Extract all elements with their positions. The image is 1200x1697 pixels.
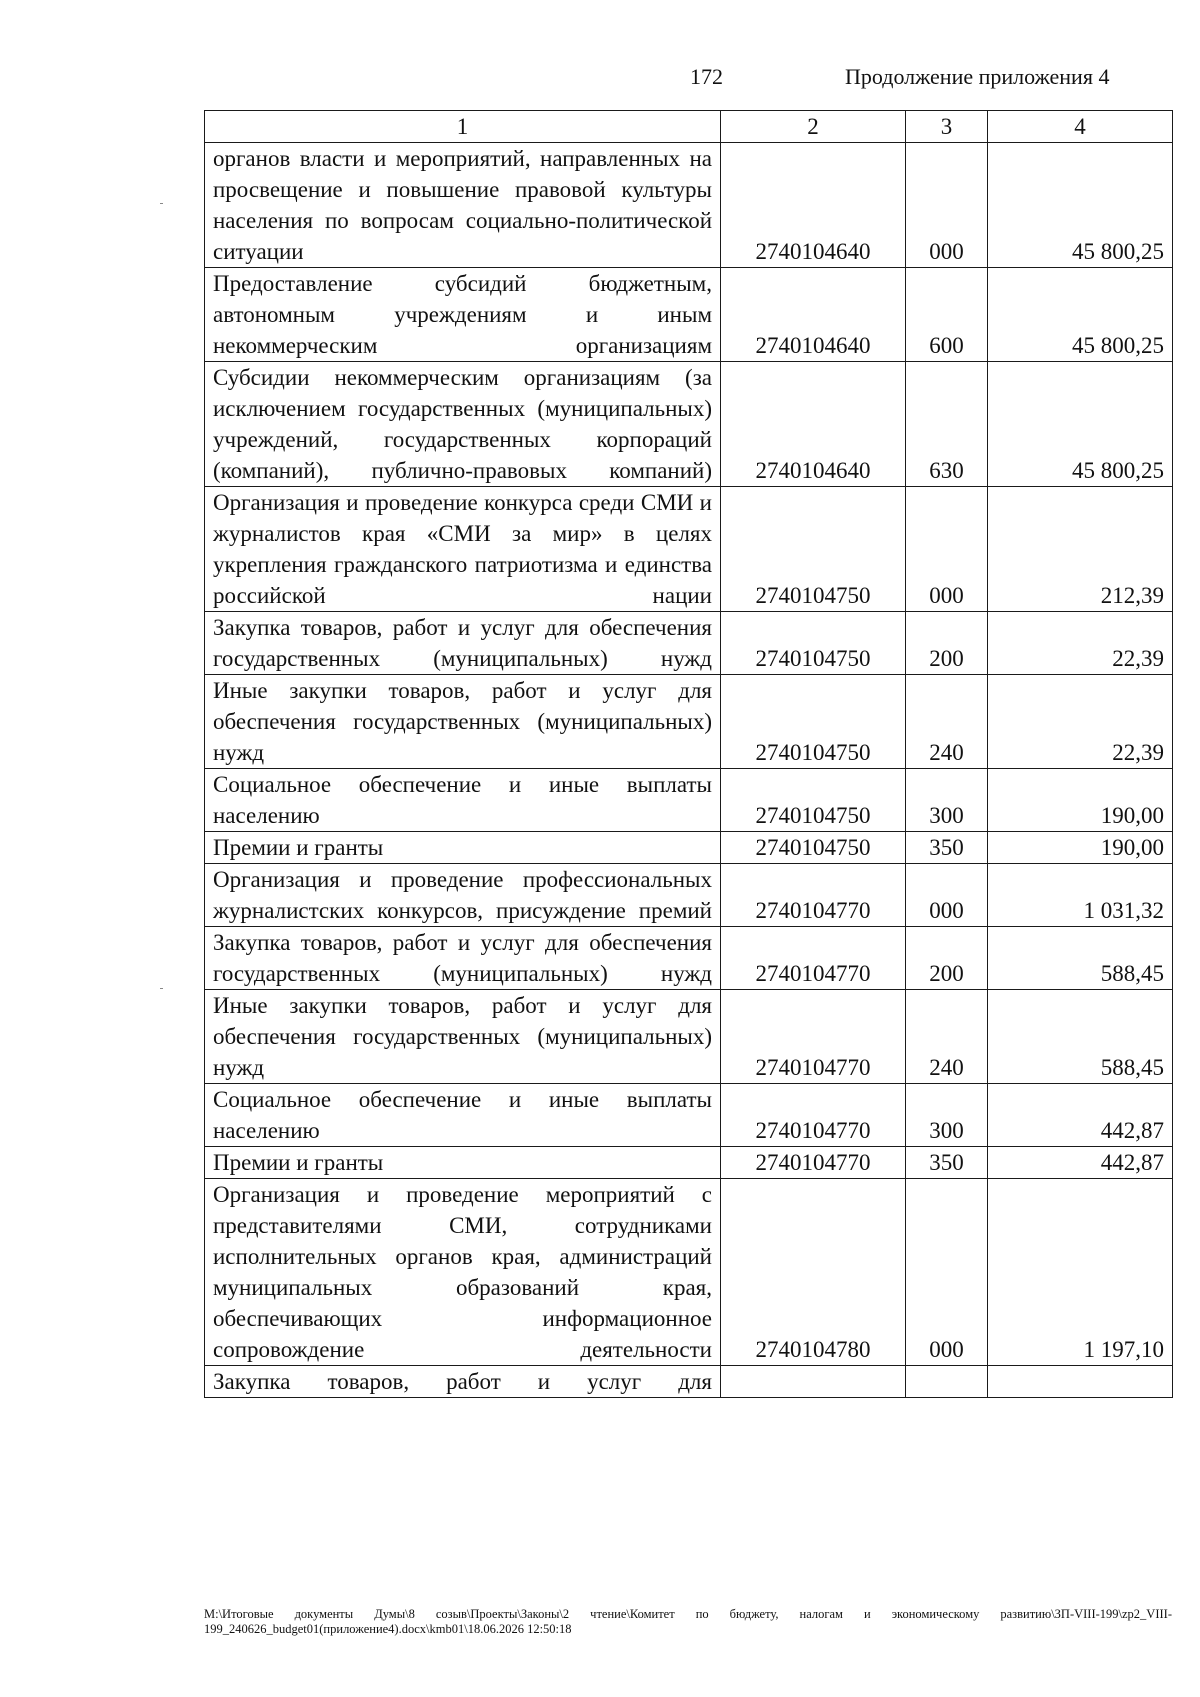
- table-row: [205, 990, 1173, 1084]
- target-article-code: 2740104770: [721, 990, 906, 1084]
- target-article-code: 2740104750: [721, 675, 906, 769]
- expense-type-code: 630: [906, 362, 988, 487]
- table-row: [205, 675, 1173, 769]
- table-row: [205, 612, 1173, 675]
- amount: 588,45: [988, 927, 1173, 990]
- scan-speck: [160, 203, 163, 204]
- row-description: Закупка товаров, работ и услуг для обеспечения государственных (муниципальных) нужд: [205, 927, 721, 990]
- target-article-code: 2740104770: [721, 864, 906, 927]
- expense-type-code: 600: [906, 268, 988, 362]
- column-header: 4: [988, 111, 1173, 143]
- table-row: [205, 1366, 1173, 1398]
- expense-type-code: 350: [906, 832, 988, 864]
- page-number: 172: [690, 64, 723, 89]
- row-description: Организация и проведение конкурса среди СМИ и журналистов края «СМИ за мир» в целях укрепления гражданского патриотизма и единства российской нации: [205, 487, 721, 612]
- expense-type-code: [906, 1366, 988, 1398]
- table-row: [205, 1084, 1173, 1147]
- amount: 1 031,32: [988, 864, 1173, 927]
- target-article-code: 2740104750: [721, 612, 906, 675]
- target-article-code: 2740104750: [721, 487, 906, 612]
- table-header-row: [205, 111, 1173, 143]
- amount: [988, 1366, 1173, 1398]
- target-article-code: 2740104770: [721, 1084, 906, 1147]
- expense-type-code: 200: [906, 612, 988, 675]
- row-description: Закупка товаров, работ и услуг для обеспечения государственных (муниципальных) нужд: [205, 612, 721, 675]
- amount: 190,00: [988, 832, 1173, 864]
- appendix-continuation-label: Продолжение приложения 4: [845, 64, 1110, 89]
- expense-type-code: 300: [906, 769, 988, 832]
- table-row: [205, 362, 1173, 487]
- amount: 588,45: [988, 990, 1173, 1084]
- row-description: Премии и гранты: [205, 1147, 721, 1179]
- row-description: органов власти и мероприятий, направленных на просвещение и повышение правовой культуры населения по вопросам социально-политической ситуации: [205, 143, 721, 268]
- table-row: [205, 487, 1173, 612]
- row-description: Субсидии некоммерческим организациям (за исключением государственных (муниципальных) учреждений, государственных корпораций (компаний), публично-правовых компаний): [205, 362, 721, 487]
- target-article-code: 2740104750: [721, 832, 906, 864]
- target-article-code: 2740104770: [721, 927, 906, 990]
- row-description: Организация и проведение профессиональных журналистских конкурсов, присуждение премий: [205, 864, 721, 927]
- amount: 442,87: [988, 1084, 1173, 1147]
- table-row: [205, 1147, 1173, 1179]
- expense-type-code: 000: [906, 487, 988, 612]
- amount: 1 197,10: [988, 1179, 1173, 1366]
- row-description: Социальное обеспечение и иные выплаты населению: [205, 1084, 721, 1147]
- amount: 22,39: [988, 612, 1173, 675]
- row-description: Организация и проведение мероприятий с представителями СМИ, сотрудниками исполнительных органов края, администраций муниципальных образований края, обеспечивающих информационное сопровождение деятельности: [205, 1179, 721, 1366]
- row-description: Закупка товаров, работ и услуг для: [205, 1366, 721, 1398]
- table-row: [205, 769, 1173, 832]
- amount: 22,39: [988, 675, 1173, 769]
- amount: 442,87: [988, 1147, 1173, 1179]
- column-header: 3: [906, 111, 988, 143]
- target-article-code: 2740104750: [721, 769, 906, 832]
- table-row: [205, 927, 1173, 990]
- row-description: Иные закупки товаров, работ и услуг для обеспечения государственных (муниципальных) нужд: [205, 675, 721, 769]
- amount: 212,39: [988, 487, 1173, 612]
- expense-type-code: 350: [906, 1147, 988, 1179]
- scan-speck: [160, 988, 163, 989]
- target-article-code: 2740104780: [721, 1179, 906, 1366]
- amount: 45 800,25: [988, 143, 1173, 268]
- table-row: [205, 864, 1173, 927]
- target-article-code: 2740104640: [721, 362, 906, 487]
- column-header: 2: [721, 111, 906, 143]
- table-row: [205, 143, 1173, 268]
- expense-type-code: 000: [906, 1179, 988, 1366]
- row-description: Социальное обеспечение и иные выплаты населению: [205, 769, 721, 832]
- target-article-code: 2740104640: [721, 143, 906, 268]
- target-article-code: 2740104640: [721, 268, 906, 362]
- target-article-code: [721, 1366, 906, 1398]
- expense-type-code: 000: [906, 864, 988, 927]
- table-row: [205, 832, 1173, 864]
- row-description: Иные закупки товаров, работ и услуг для обеспечения государственных (муниципальных) нужд: [205, 990, 721, 1084]
- expense-type-code: 200: [906, 927, 988, 990]
- target-article-code: 2740104770: [721, 1147, 906, 1179]
- amount: 190,00: [988, 769, 1173, 832]
- table-row: [205, 268, 1173, 362]
- expense-type-code: 240: [906, 675, 988, 769]
- table-row: [205, 1179, 1173, 1366]
- row-description: Премии и гранты: [205, 832, 721, 864]
- row-description: Предоставление субсидий бюджетным, автономным учреждениям и иным некоммерческим организациям: [205, 268, 721, 362]
- amount: 45 800,25: [988, 268, 1173, 362]
- budget-table: [204, 110, 1173, 1398]
- expense-type-code: 300: [906, 1084, 988, 1147]
- amount: 45 800,25: [988, 362, 1173, 487]
- column-header: 1: [205, 111, 721, 143]
- document-file-path: M:\Итоговые документы Думы\8 созыв\Проекты\Законы\2 чтение\Комитет по бюджету, налогам и экономическому развитию\ЗП-VIII-199\zp2_VIII-199_240626_budget01(приложение4).docx\kmb01\18.06.2026 12:50:18: [204, 1607, 1172, 1636]
- expense-type-code: 240: [906, 990, 988, 1084]
- expense-type-code: 000: [906, 143, 988, 268]
